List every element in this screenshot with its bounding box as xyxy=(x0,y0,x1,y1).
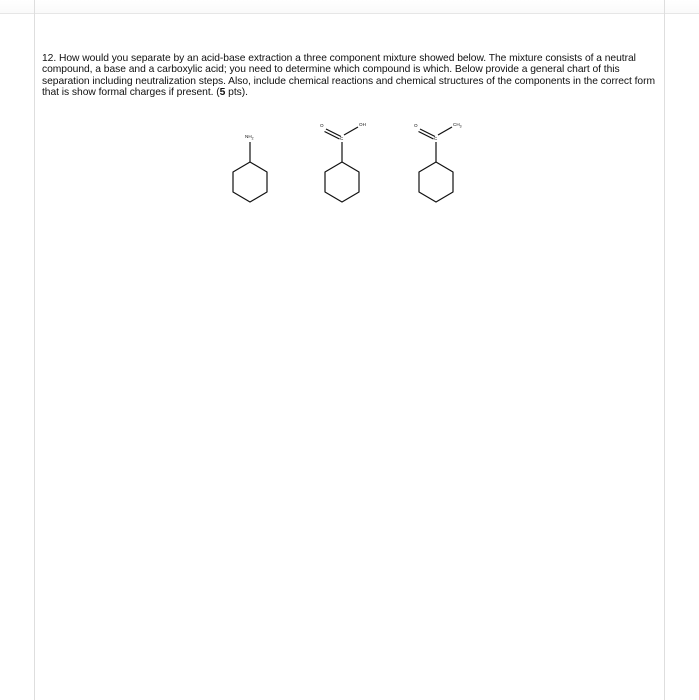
structure-ketone xyxy=(414,122,462,202)
question-number: 12. xyxy=(42,53,57,64)
cyclohexane-ring-2 xyxy=(325,162,359,202)
structure-acid xyxy=(320,122,366,202)
structure-amine xyxy=(233,134,267,202)
question-text xyxy=(42,53,657,99)
page-left-margin xyxy=(0,0,35,700)
ketone-methyl-bond xyxy=(438,127,452,135)
question-body: How would you separate by an acid-base extraction a three component mixture showed below. The mixture consists of a neutral compound, a base and a carboxylic acid; you need to determine which compound is which. Below provide a general chart of this separation including neutralization steps. Also, include chemical reactions and chemical structures of the components in the correct form that is show formal charges if present. ( xyxy=(42,53,656,99)
ketone-carbon-label: C xyxy=(434,136,438,141)
ketone-oxygen-label: O xyxy=(414,123,418,128)
acid-oh-label: OH xyxy=(359,122,366,127)
question-points-suffix: pts). xyxy=(225,87,248,99)
page-right-margin xyxy=(664,0,699,700)
ketone-methyl-label: $CH_3$ xyxy=(453,122,462,129)
page-top-edge xyxy=(0,0,699,14)
cyclohexane-ring-3 xyxy=(419,162,453,202)
amine-label: $NH_2$ xyxy=(245,134,254,141)
acid-oxygen-label: O xyxy=(320,123,324,128)
cyclohexane-ring-1 xyxy=(233,162,267,202)
chemical-structures xyxy=(200,112,500,212)
acid-carbon-label: C xyxy=(340,136,344,141)
question-points: 5 xyxy=(219,87,226,99)
acid-oh-bond xyxy=(344,127,358,135)
